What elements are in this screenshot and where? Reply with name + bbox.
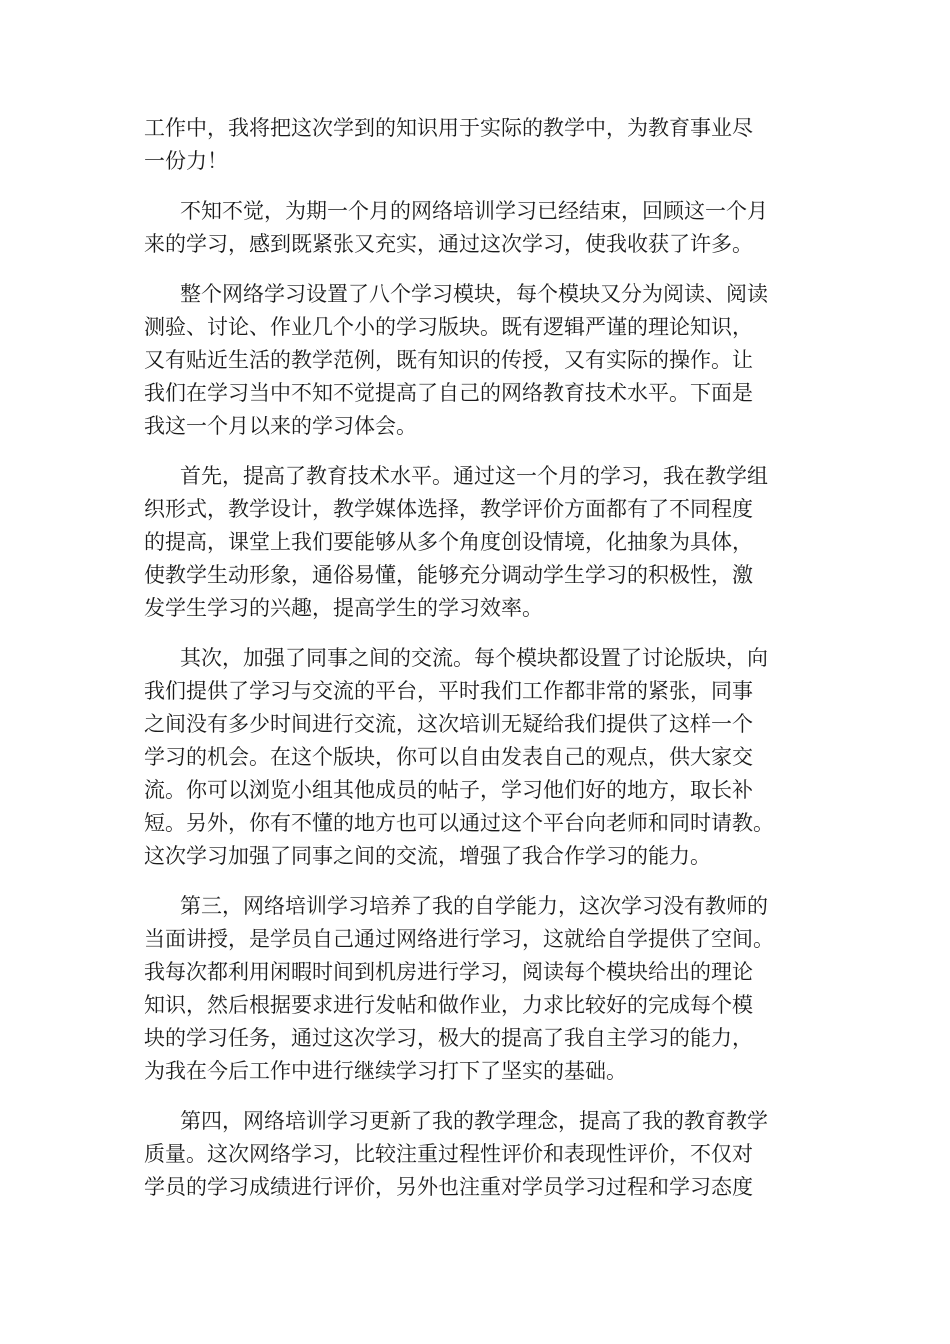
text-line: 我们在学习当中不知不觉提高了自己的网络教育技术水平。下面是: [144, 381, 753, 405]
text-line: 其次，加强了同事之间的交流。每个模块都设置了讨论版块，向: [180, 646, 768, 670]
text-line: 我们提供了学习与交流的平台，平时我们工作都非常的紧张，同事: [144, 679, 753, 703]
text-line: 学员的学习成绩进行评价，另外也注重对学员学习过程和学习态度: [144, 1175, 753, 1199]
text-line: 整个网络学习设置了八个学习模块，每个模块又分为阅读、阅读: [180, 282, 768, 306]
text-line: 短。另外，你有不懂的地方也可以通过这个平台向老师和同时请教。: [144, 811, 774, 835]
paragraph-5: [144, 642, 824, 873]
text-line: 学习的机会。在这个版块，你可以自由发表自己的观点，供大家交: [144, 745, 753, 769]
paragraph-4: [144, 460, 824, 625]
paragraph-2: [144, 195, 824, 261]
text-line: 之间没有多少时间进行交流，这次培训无疑给我们提供了这样一个: [144, 712, 753, 736]
paragraph-3: [144, 278, 824, 443]
paragraph-1: [144, 112, 824, 178]
text-line: 我每次都利用闲暇时间到机房进行学习，阅读每个模块给出的理论: [144, 960, 753, 984]
text-line: 使教学生动形象，通俗易懂，能够充分调动学生学习的积极性，激: [144, 563, 753, 587]
paragraph-6: [144, 890, 824, 1088]
text-line: 为我在今后工作中进行继续学习打下了坚实的基础。: [144, 1059, 627, 1083]
text-line: 的提高，课堂上我们要能够从多个角度创设情境，化抽象为具体，: [144, 530, 753, 554]
text-line: 首先，提高了教育技术水平。通过这一个月的学习，我在教学组: [180, 464, 768, 488]
text-line: 知识，然后根据要求进行发帖和做作业，力求比较好的完成每个模: [144, 993, 753, 1017]
text-line: 这次学习加强了同事之间的交流，增强了我合作学习的能力。: [144, 844, 711, 868]
text-line: 流。你可以浏览小组其他成员的帖子，学习他们好的地方，取长补: [144, 778, 753, 802]
text-line: 当面讲授，是学员自己通过网络进行学习，这就给自学提供了空间。: [144, 927, 774, 951]
text-line: 块的学习任务，通过这次学习，极大的提高了我自主学习的能力，: [144, 1026, 753, 1050]
text-line: 第三，网络培训学习培养了我的自学能力，这次学习没有教师的: [180, 894, 768, 918]
text-line: 一份力！: [144, 149, 228, 173]
text-line: 织形式，教学设计，教学媒体选择，教学评价方面都有了不同程度: [144, 497, 753, 521]
text-line: 第四，网络培训学习更新了我的教学理念，提高了我的教育教学: [180, 1109, 768, 1133]
text-line: 不知不觉，为期一个月的网络培训学习已经结束，回顾这一个月: [180, 199, 768, 223]
text-line: 我这一个月以来的学习体会。: [144, 414, 417, 438]
text-line: 发学生学习的兴趣，提高学生的学习效率。: [144, 596, 543, 620]
document-body: [144, 112, 824, 1221]
text-line: 来的学习，感到既紧张又充实，通过这次学习，使我收获了许多。: [144, 232, 753, 256]
text-line: 测验、讨论、作业几个小的学习版块。既有逻辑严谨的理论知识，: [144, 315, 753, 339]
text-line: 工作中，我将把这次学到的知识用于实际的教学中，为教育事业尽: [144, 116, 753, 140]
paragraph-7: [144, 1105, 824, 1204]
text-line: 质量。这次网络学习，比较注重过程性评价和表现性评价，不仅对: [144, 1142, 753, 1166]
text-line: 又有贴近生活的教学范例，既有知识的传授，又有实际的操作。让: [144, 348, 753, 372]
